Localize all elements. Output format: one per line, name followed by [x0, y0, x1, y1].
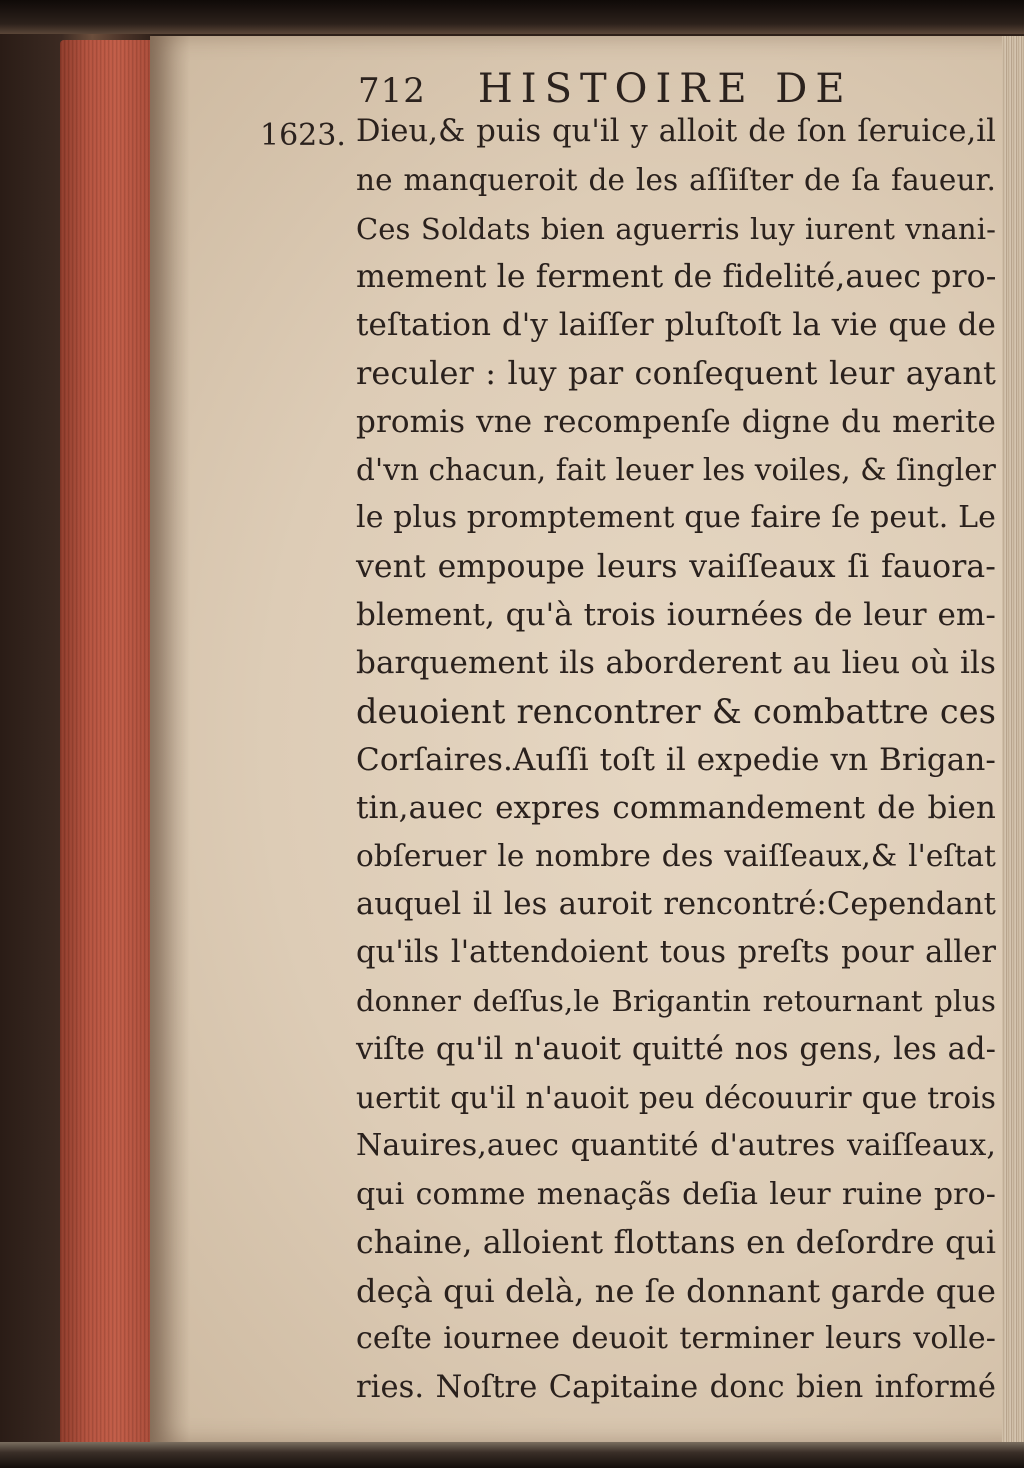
text-line: reculer : luy par conſequent leur ayant — [356, 354, 996, 393]
text-line: le plus promptement que faire ſe peut. Le — [356, 500, 996, 536]
book-bottom-edge — [0, 1442, 1024, 1468]
page-fore-edge — [1002, 36, 1024, 1442]
red-page-edges — [60, 40, 154, 1450]
text-line: donner deſſus,le Brigantin retournant plus — [356, 984, 996, 1019]
text-line: deuoient rencontrer & combattre ces — [356, 691, 996, 731]
text-line: tin,auec expres commandement de bien — [356, 790, 996, 827]
book-top-edge — [0, 0, 1024, 34]
page-number: 712 — [358, 71, 426, 111]
text-line: teſtation d'y laiſſer pluſtoſt la vie que de — [356, 307, 996, 344]
text-line: obſeruer le nombre des vaiſſeaux,& l'eſtat — [356, 839, 996, 874]
text-line: qu'ils l'attendoient tous preſts pour aller — [356, 935, 996, 971]
text-line: barquement ils aborderent au lieu où ils — [356, 645, 996, 682]
text-line: deçà qui delà, ne ſe donnant garde que — [356, 1272, 996, 1311]
gutter-shadow — [150, 36, 190, 1442]
text-line: ceſte iournee deuoit terminer leurs volle- — [356, 1321, 996, 1357]
running-head — [358, 66, 853, 110]
text-line: vent empoupe leurs vaiſſeaux ſi fauora- — [356, 548, 996, 585]
text-line: blement, qu'à trois iournées de leur em- — [356, 596, 996, 633]
text-line: chaine, alloient flottans en deſordre qui — [356, 1224, 996, 1261]
text-line: auquel il les auroit rencontré:Cependant — [356, 886, 996, 922]
text-line: d'vn chacun, fait leuer les voiles, & ſingler — [356, 453, 996, 488]
text-body — [356, 108, 996, 1412]
text-line: Corſaires.Auſſi toſt il expedie vn Brigan- — [356, 741, 996, 778]
text-line: uertit qu'il n'auoit peu découurir que trois — [356, 1080, 996, 1115]
text-line: Ces Soldats bien aguerris luy iurent vnani- — [356, 211, 996, 246]
text-line: viſte qu'il n'auoit quitté nos gens, les ad- — [356, 1031, 996, 1067]
text-line: ries. Noſtre Capitaine donc bien informé — [356, 1369, 996, 1405]
text-line: ne manqueroit de les aſſiſter de ſa faueur. — [356, 163, 996, 198]
text-line: promis vne recompenſe digne du merite — [356, 403, 996, 440]
text-line: qui comme menaçãs deſia leur ruine pro- — [356, 1176, 996, 1212]
margin-year-note: 1623. — [260, 118, 346, 153]
text-line: Dieu,& puis qu'il y alloit de ſon ſeruice,il — [356, 114, 996, 149]
text-line: mement le ferment de fidelité,auec pro- — [356, 258, 997, 295]
running-title: HISTOIRE DE — [477, 66, 853, 112]
text-line: Nauires,auec quantité d'autres vaiſſeaux, — [356, 1128, 996, 1164]
